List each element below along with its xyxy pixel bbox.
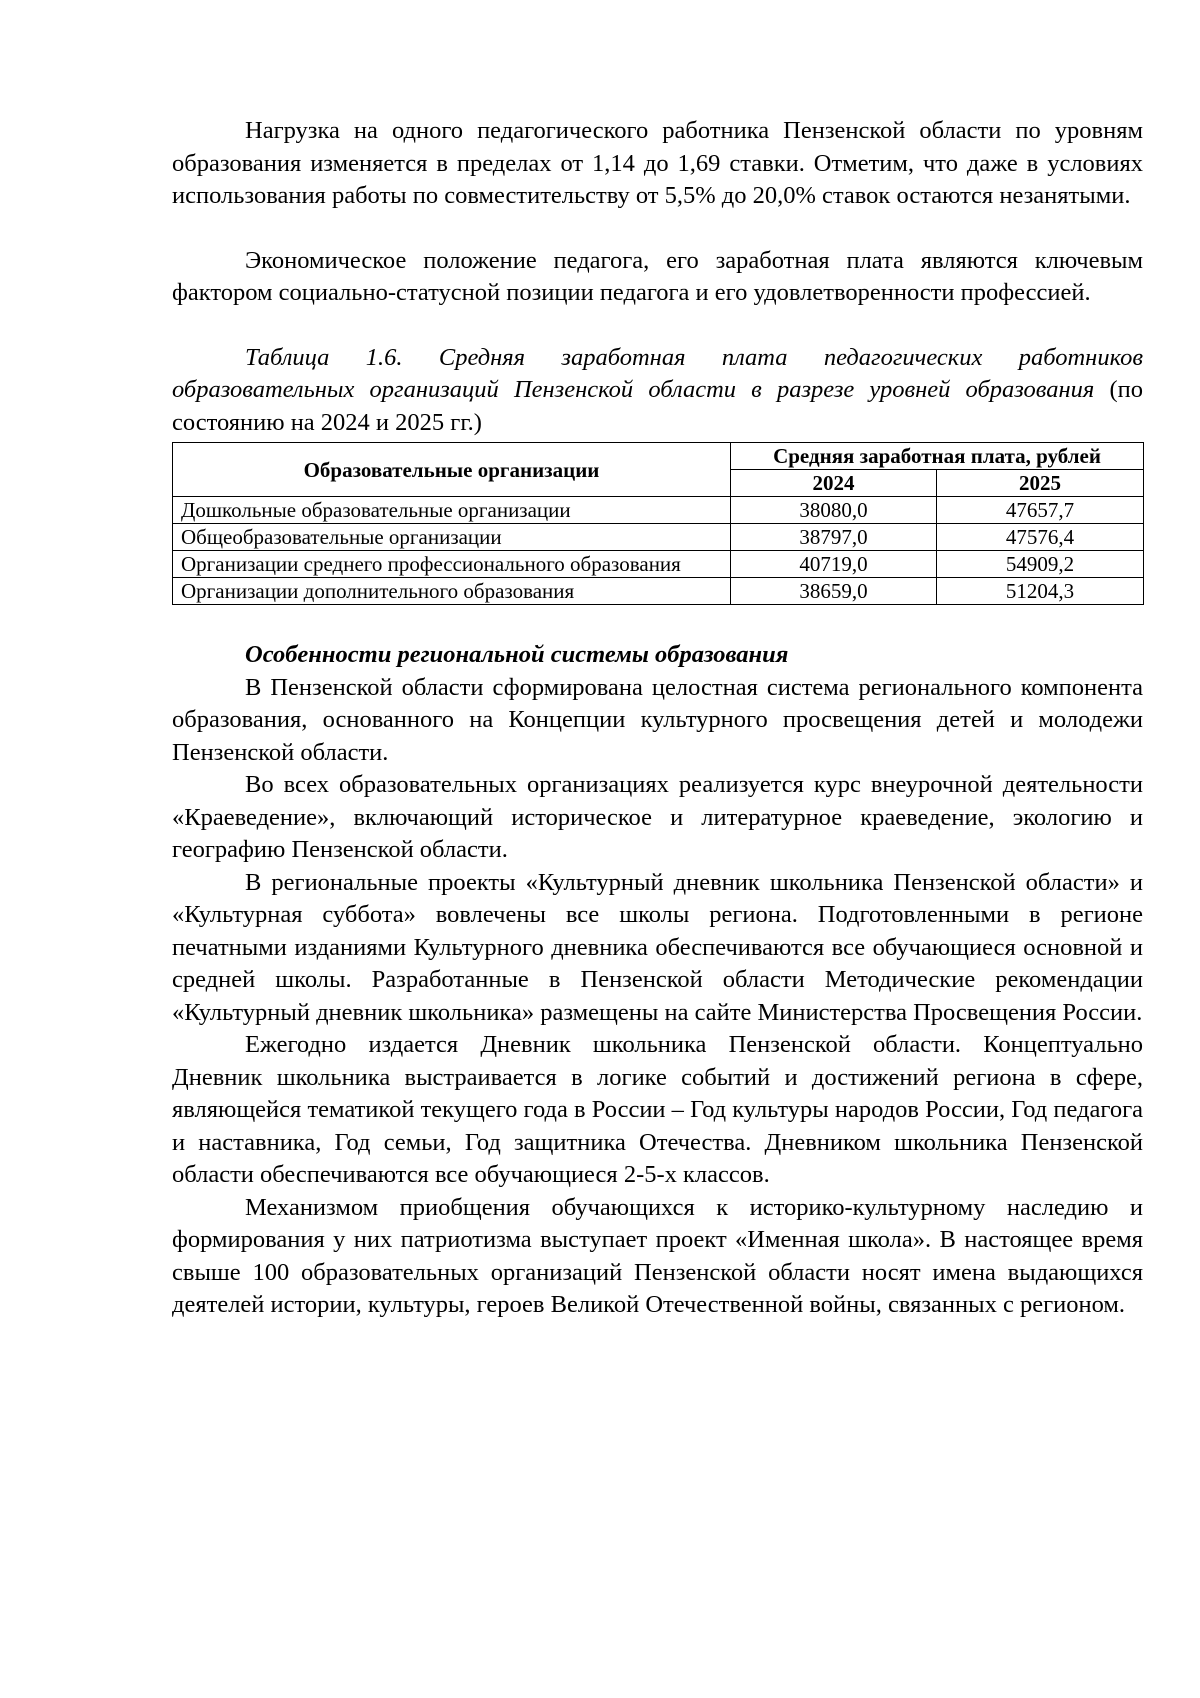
table-header-row [173, 443, 1144, 470]
document-page [172, 115, 1143, 1322]
row-value-2025: 47657,7 [937, 497, 1144, 524]
paragraph-gap [172, 213, 1143, 245]
table-row [173, 578, 1144, 605]
row-value-2025: 47576,4 [937, 524, 1144, 551]
row-name: Организации среднего профессионального образования [173, 551, 731, 578]
paragraph-gap [172, 310, 1143, 342]
table-row [173, 524, 1144, 551]
salary-table [172, 442, 1144, 605]
paragraph-named-school: Механизмом приобщения обучающихся к историко-культурному наследию и формирования у них патриотизма выступает проект «Именная школа». В настоящее время свыше 100 образовательных организаций Пензенской области носят имена выдающихся деятелей истории, культуры, героев Великой Отечественной войны, связанных с регионом. [172, 1193, 1143, 1318]
paragraph-workload: Нагрузка на одного педагогического работника Пензенской области по уровням образования изменяется в пределах от 1,14 до 1,69 ставки. Отметим, что даже в условиях использования работы по совместительству от 5,5% до 20,0% ставок остаются незанятыми. [172, 117, 1143, 209]
row-name: Дошкольные образовательные организации [173, 497, 731, 524]
table-row [173, 551, 1144, 578]
paragraph-economic-position: Экономическое положение педагога, его заработная плата являются ключевым фактором социально-статусной позиции педагога и его удовлетворенности профессией. [172, 246, 1143, 306]
header-year-2025: 2025 [937, 470, 1144, 497]
paragraph-local-studies: Во всех образовательных организациях реализуется курс внеурочной деятельности «Краеведение», включающий историческое и литературное краеведение, экологию и географию Пензенской области. [172, 771, 1143, 863]
row-value-2024: 38797,0 [731, 524, 937, 551]
row-name: Организации дополнительного образования [173, 578, 731, 605]
row-name: Общеобразовательные организации [173, 524, 731, 551]
table-row [173, 497, 1144, 524]
row-value-2024: 40719,0 [731, 551, 937, 578]
paragraph-student-diary: Ежегодно издается Дневник школьника Пензенской области. Концептуально Дневник школьника выстраивается в логике событий и достижений региона в сфере, являющейся тематикой текущего года в России – Год культуры народов России, Год педагога и наставника, Год семьи, Год защитника Отечества. Дневником школьника Пензенской области обеспечиваются все обучающиеся 2-5-х классов. [172, 1031, 1143, 1188]
header-organizations: Образовательные организации [173, 443, 731, 497]
row-value-2024: 38659,0 [731, 578, 937, 605]
table-caption-italic: Таблица 1.6. Средняя заработная плата педагогических работников образовательных организаций Пензенской области в разрезе уровней образования [172, 343, 1143, 403]
section-title: Особенности региональной системы образования [245, 641, 789, 668]
table-caption [172, 342, 1143, 440]
paragraph-regional-component: В Пензенской области сформирована целостная система регионального компонента образования, основанного на Концепции культурного просвещения детей и молодежи Пензенской области. [172, 673, 1143, 766]
row-value-2024: 38080,0 [731, 497, 937, 524]
table-caption-normal: (по состоянию на 2024 и 2025 гг.) [172, 376, 1143, 436]
paragraph-cultural-diary: В региональные проекты «Культурный дневник школьника Пензенской области» и «Культурная суббота» вовлечены все школы региона. Подготовленными в регионе печатными изданиями Культурного дневника обеспечиваются все обучающиеся основной и средней школы. Разработанные в Пензенской области Методические рекомендации «Культурный дневник школьника» размещены на сайте Министерства Просвещения России. [172, 868, 1143, 1026]
row-value-2025: 51204,3 [937, 578, 1144, 605]
header-average-salary: Средняя заработная плата, рублей [731, 443, 1144, 470]
row-value-2025: 54909,2 [937, 551, 1144, 578]
header-year-2024: 2024 [731, 470, 937, 497]
